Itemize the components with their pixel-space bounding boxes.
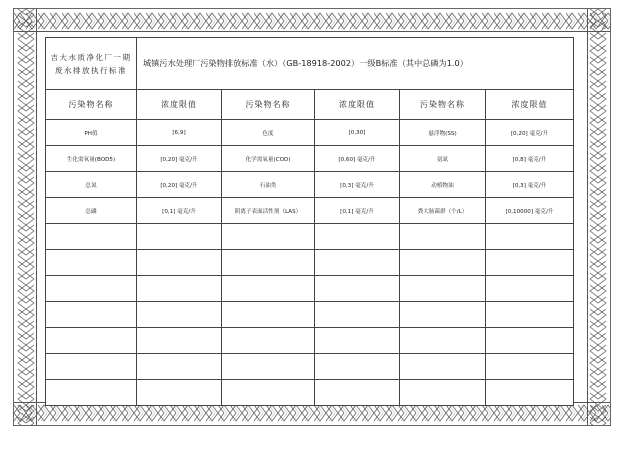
empty-row [46, 302, 574, 328]
empty-cell [315, 328, 400, 354]
empty-cell [222, 224, 315, 250]
empty-cell [46, 328, 137, 354]
empty-cell [400, 328, 486, 354]
concentration-limit: [0,30] [315, 120, 400, 146]
empty-cell [486, 328, 574, 354]
empty-cell [137, 250, 222, 276]
standards-table [45, 37, 574, 406]
empty-cell [486, 380, 574, 406]
decorative-border-top [14, 9, 610, 33]
empty-row [46, 328, 574, 354]
empty-cell [315, 224, 400, 250]
empty-cell [400, 380, 486, 406]
empty-cell [137, 302, 222, 328]
empty-row [46, 276, 574, 302]
empty-cell [137, 276, 222, 302]
empty-cell [315, 354, 400, 380]
pollutant-name: 化学需氧量(COD) [222, 146, 315, 172]
concentration-limit: [0,3] 毫克/升 [315, 172, 400, 198]
empty-row [46, 224, 574, 250]
pollutant-name: 氨氮 [400, 146, 486, 172]
empty-cell [400, 250, 486, 276]
table-row [46, 146, 574, 172]
empty-cell [222, 354, 315, 380]
empty-cell [222, 276, 315, 302]
empty-cell [46, 276, 137, 302]
concentration-limit: [0,1] 毫克/升 [315, 198, 400, 224]
pollutant-name: 悬浮物(SS) [400, 120, 486, 146]
pollutant-name: 总氮 [46, 172, 137, 198]
concentration-limit: [0,3] 毫克/升 [486, 172, 574, 198]
empty-cell [222, 250, 315, 276]
table-row [46, 172, 574, 198]
empty-row [46, 250, 574, 276]
empty-cell [486, 302, 574, 328]
concentration-limit: [0,20] 毫克/升 [137, 172, 222, 198]
empty-cell [46, 302, 137, 328]
empty-row [46, 354, 574, 380]
pollutant-name: 石油类 [222, 172, 315, 198]
column-header: 浓度限值 [137, 90, 222, 120]
empty-cell [46, 354, 137, 380]
pollutant-name: 粪大肠菌群（个/L） [400, 198, 486, 224]
empty-cell [486, 276, 574, 302]
pollutant-name: 总磷 [46, 198, 137, 224]
empty-cell [315, 302, 400, 328]
decorative-border-right [586, 9, 610, 425]
empty-row [46, 380, 574, 406]
empty-cell [315, 250, 400, 276]
empty-cell [137, 328, 222, 354]
empty-cell [400, 354, 486, 380]
empty-cell [46, 380, 137, 406]
pollutant-name: 动植物油 [400, 172, 486, 198]
concentration-limit: [0,10000] 毫克/升 [486, 198, 574, 224]
decorative-border-left [14, 9, 38, 425]
concentration-limit: [0,20] 毫克/升 [486, 120, 574, 146]
column-header-row [46, 90, 574, 120]
column-header: 浓度限值 [486, 90, 574, 120]
empty-cell [137, 224, 222, 250]
pollutant-name: 阴离子表面活性剂（LAS） [222, 198, 315, 224]
table-row [46, 198, 574, 224]
empty-cell [222, 328, 315, 354]
empty-cell [400, 276, 486, 302]
empty-cell [486, 224, 574, 250]
concentration-limit: [0,8] 毫克/升 [486, 146, 574, 172]
pollutant-name: 生化需氧量(BOD5) [46, 146, 137, 172]
empty-cell [486, 250, 574, 276]
pollutant-name: 色度 [222, 120, 315, 146]
empty-cell [137, 380, 222, 406]
table-left-header: 吉大水质净化厂一期废水排放执行标准 [46, 38, 137, 90]
empty-cell [222, 380, 315, 406]
concentration-limit: [0,20] 毫克/升 [137, 146, 222, 172]
empty-cell [400, 302, 486, 328]
standard-title: 城镇污水处理厂污染物排放标准（水）（GB-18918-2002）一级B标准（其中总磷为1.0） [137, 38, 574, 90]
empty-cell [222, 302, 315, 328]
column-header: 浓度限值 [315, 90, 400, 120]
concentration-limit: [6,9] [137, 120, 222, 146]
empty-cell [315, 276, 400, 302]
empty-cell [400, 224, 486, 250]
empty-cell [486, 354, 574, 380]
concentration-limit: [0,60] 毫克/升 [315, 146, 400, 172]
empty-cell [46, 250, 137, 276]
empty-cell [137, 354, 222, 380]
table-header-row [46, 38, 574, 90]
concentration-limit: [0,1] 毫克/升 [137, 198, 222, 224]
table-row [46, 120, 574, 146]
empty-cell [46, 224, 137, 250]
column-header: 污染物名称 [400, 90, 486, 120]
empty-cell [315, 380, 400, 406]
column-header: 污染物名称 [222, 90, 315, 120]
column-header: 污染物名称 [46, 90, 137, 120]
pollutant-name: PH值 [46, 120, 137, 146]
